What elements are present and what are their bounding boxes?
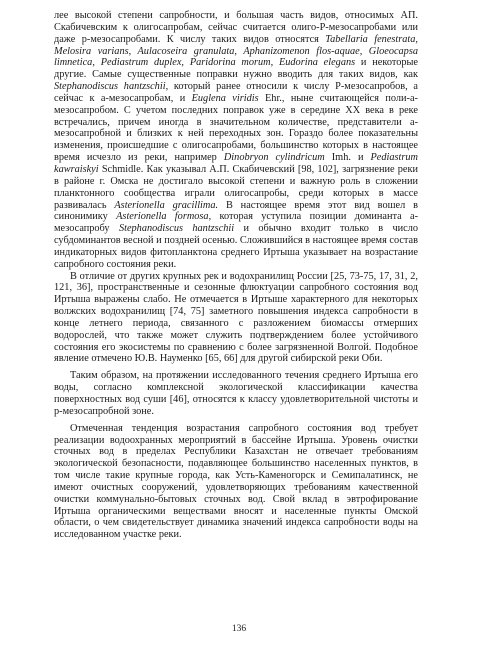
paragraph-1: лее высокой степени сапробности, и большая часть видов, относимых АП. Скабичевским к олигосапробам, сейчас считается олиго-Р-мезосапробами или даже р-мезосапробами. К числу таких видов относятся Tabellaria fenestrata, Melosira varians, Aulacoseira granulata, Aphanizomenon flos-aquae, Gloeocapsa limnetica, Pediastrum duplex, Paridorina morum, Eudorina elegans и некоторые другие. Самые существенные поправки нужно вводить для таких видов, как Stephanodiscus hantzschii, который ранее относили к числу Р-мезосапробов, а сейчас к а-мезосапробам, и Euglena viridis Ehr., ныне считающейся поли-а-мезосапробом. С учетом последних поправок уже в середине XX века в реке встречались, причем иногда в значительном количестве, представители а-мезосапробной и близких к ней переходных зон. Гораздо более показательны изменения, происшедшие с олигосапробами, большинство которых в настоящее время исчезло из реки, например Dinobryon cylindricum Imh. и Pediastrum kawraiskyi Schmidle. Как указывал А.П. Скабичевский [98, 102], загрязнение реки в районе г. Омска не достигало высокой степени и важную роль в сложении планктонного сообщества играли олигосапробы, среди которых в массе развивалась Asterionella gracillima. В настоящее время этот вид вошел в синонимику Asterionella formosa, которая уступила позиции доминанта а-мезосапробу Stephanodiscus hantzschii и обычно входит только в число субдоминантов весной и поздней осенью. Сложившийся в настоящее время состав индикаторных видов фитопланктона среднего Иртыша указывает на возрастание сапробного состояния реки. (54, 10, 419, 270)
body-text (54, 10, 418, 541)
paragraph-4: Отмеченная тенденция возрастания сапробного состояния вод требует реализации водоохранных мероприятий в бассейне Иртыша. Уровень очистки сточных вод в пределах Республики Казахстан не отвечает требованиям экологической безопасности, подавляющее большинство населенных пунктов, в том числе такие крупные города, как Усть-Каменогорск и Семипалатинск, не имеют очистных сооружений, удовлетворяющих требованиям качественной очистки коммунально-бытовых сточных вод. Свой вклад в эвтрофирование Иртыша органическими веществами вносят и населенные пункты Омской области, о чем свидетельствует динамика значений индекса сапробности воды на исследованном участке реки. (54, 422, 418, 541)
paragraph-2: В отличие от других крупных рек и водохранилищ России [25, 73-75, 17, 31, 2, 121, 36], пространственные и сезонные флюктуации сапробного состояния вод Иртыша выражены слабо. Не отмечается в Иртыше характерного для некоторых волжских водохранилищ [74, 75] заметного повышения индекса сапробности в конце летнего периода, связанного с разложением биомассы отмерших водорослей, что также может служить подтверждением более устойчивого состояния его экосистемы по сравнению с более загрязненной Волгой. Подобное явление отмечено Ю.В. Науменко [65, 66] для другой сибирской реки Оби. (54, 270, 418, 365)
paragraph-3: Таким образом, на протяжении исследованного течения среднего Иртыша его воды, согласно комплексной экологической классификации качества поверхностных вод суши [46], относятся к классу удовлетворительной чистоты и р-мезосапробной зоне. (54, 370, 418, 417)
page-number: 136 (231, 624, 247, 634)
